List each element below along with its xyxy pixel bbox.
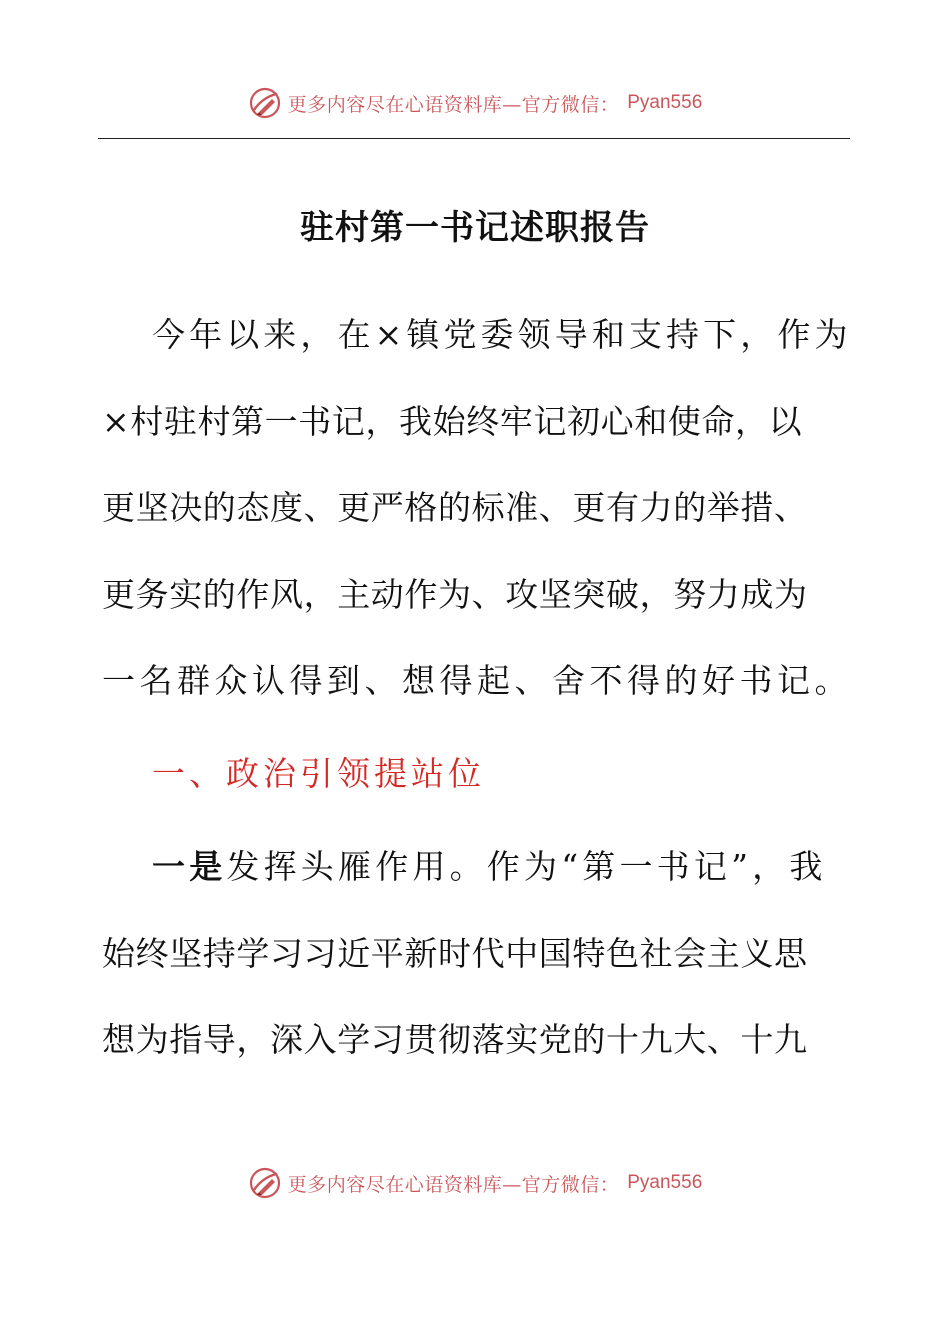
pen-logo-icon [248,1166,282,1200]
paragraph-text: 始终坚持学习习近平新时代中国特色社会主义思 [102,934,808,973]
paragraph-line [102,400,852,444]
paragraph-line [102,573,852,617]
paragraph-line [102,659,852,703]
paragraph-text: 今年以来，在×镇党委领导和支持下，作为 [152,315,852,354]
page-header [0,83,950,123]
watermark-text: 更多内容尽在心语资料库—官方微信： [287,93,620,116]
watermark-brand [248,86,703,120]
paragraph-line [102,932,852,976]
paragraph-text: 想为指导，深入学习贯彻落实党的十九大、十九 [102,1020,808,1059]
header-divider [98,138,850,139]
paragraph-line [102,1018,852,1062]
section-heading: 一、政治引领提站位 [152,754,485,793]
paragraph-line [102,486,852,530]
paragraph-text-with-lead [152,845,827,889]
watermark-wechat-id: Pyan556 [627,92,703,113]
watermark-text: 更多内容尽在心语资料库—官方微信： [287,1173,620,1196]
document-title: 驻村第一书记述职报告 [300,208,650,248]
bold-lead-text: 一是 [152,847,227,886]
paragraph-text: ×村驻村第一书记，我始终牢记初心和使命，以 [102,402,803,441]
watermark-wechat-id: Pyan556 [627,1172,703,1193]
page-footer [0,1163,950,1203]
paragraph-text: 一名群众认得到、想得起、舍不得的好书记。 [102,661,852,700]
paragraph-text: 更坚决的态度、更严格的标准、更有力的举措、 [102,488,808,527]
paragraph-text: 发挥头雁作用。作为“第一书记”，我 [226,847,827,886]
watermark-brand [248,1166,703,1200]
paragraph-text: 更务实的作风，主动作为、攻坚突破，努力成为 [102,575,808,614]
paragraph-line [152,313,852,357]
paragraph-line [152,845,852,889]
pen-logo-icon [248,86,282,120]
